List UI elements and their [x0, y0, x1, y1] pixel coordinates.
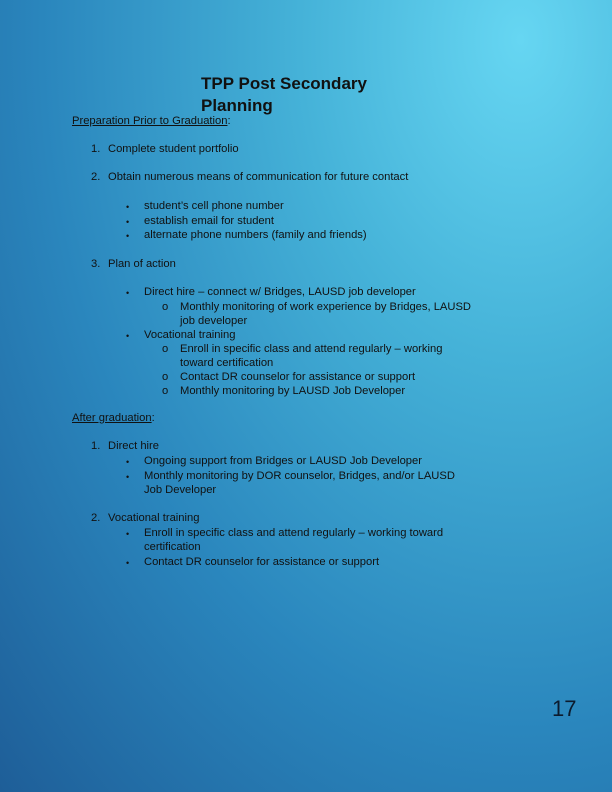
- bullet-item: Enroll in specific class and attend regularly – working toward: [144, 527, 444, 539]
- list-item: Obtain numerous means of communication for future contact: [108, 171, 409, 183]
- list-number: 3.: [91, 258, 101, 270]
- list-number: 2.: [91, 171, 101, 183]
- after-heading: [72, 411, 155, 425]
- after-heading-colon: :: [151, 412, 155, 424]
- bullet-icon: •: [126, 288, 130, 298]
- prep-heading: [72, 114, 231, 128]
- bullet-icon: •: [126, 457, 130, 467]
- list-number: 1.: [91, 143, 101, 155]
- bullet-icon: •: [126, 529, 130, 539]
- sub-item: Monthly monitoring by LAUSD Job Developer: [180, 385, 406, 397]
- bullet-item: establish email for student: [144, 215, 274, 227]
- bullet-icon: •: [126, 217, 130, 227]
- page-title: TPP Post Secondary Planning: [201, 74, 367, 115]
- list-number: 2.: [91, 512, 101, 524]
- sub-item-continued: toward certification: [180, 357, 274, 369]
- bullet-item: Ongoing support from Bridges or LAUSD Job Developer: [144, 455, 422, 467]
- bullet-icon: •: [126, 231, 130, 241]
- list-item: Plan of action: [108, 258, 176, 270]
- bullet-item: Monthly monitoring by DOR counselor, Bridges, and/or LAUSD: [144, 470, 455, 482]
- prep-heading-text: Preparation Prior to Graduation: [72, 115, 228, 127]
- list-item: Direct hire: [108, 440, 159, 452]
- list-number: 1.: [91, 440, 101, 452]
- sub-item: Monthly monitoring of work experience by Bridges, LAUSD: [180, 301, 472, 313]
- bullet-item-continued: Job Developer: [144, 484, 217, 496]
- sub-marker: o: [162, 385, 169, 397]
- bullet-item: Vocational training: [144, 329, 236, 341]
- page-number: 17: [552, 696, 577, 721]
- sub-item: Enroll in specific class and attend regularly – working: [180, 343, 443, 355]
- bullet-item-continued: certification: [144, 541, 201, 553]
- bullet-icon: •: [126, 202, 130, 212]
- after-heading-text: After graduation: [72, 412, 152, 424]
- prep-heading-colon: :: [227, 115, 231, 127]
- sub-marker: o: [162, 371, 169, 383]
- list-item: Vocational training: [108, 512, 200, 524]
- bullet-item: alternate phone numbers (family and friends): [144, 229, 367, 241]
- sub-marker: o: [162, 343, 169, 355]
- bullet-item: Contact DR counselor for assistance or support: [144, 556, 380, 568]
- bullet-icon: •: [126, 472, 130, 482]
- sub-item: Contact DR counselor for assistance or support: [180, 371, 416, 383]
- bullet-item: student’s cell phone number: [144, 200, 284, 212]
- sub-item-continued: job developer: [180, 315, 248, 327]
- list-item: Complete student portfolio: [108, 143, 239, 155]
- bullet-icon: •: [126, 331, 130, 341]
- sub-marker: o: [162, 301, 169, 313]
- bullet-icon: •: [126, 558, 130, 568]
- bullet-item: Direct hire – connect w/ Bridges, LAUSD job developer: [144, 286, 416, 298]
